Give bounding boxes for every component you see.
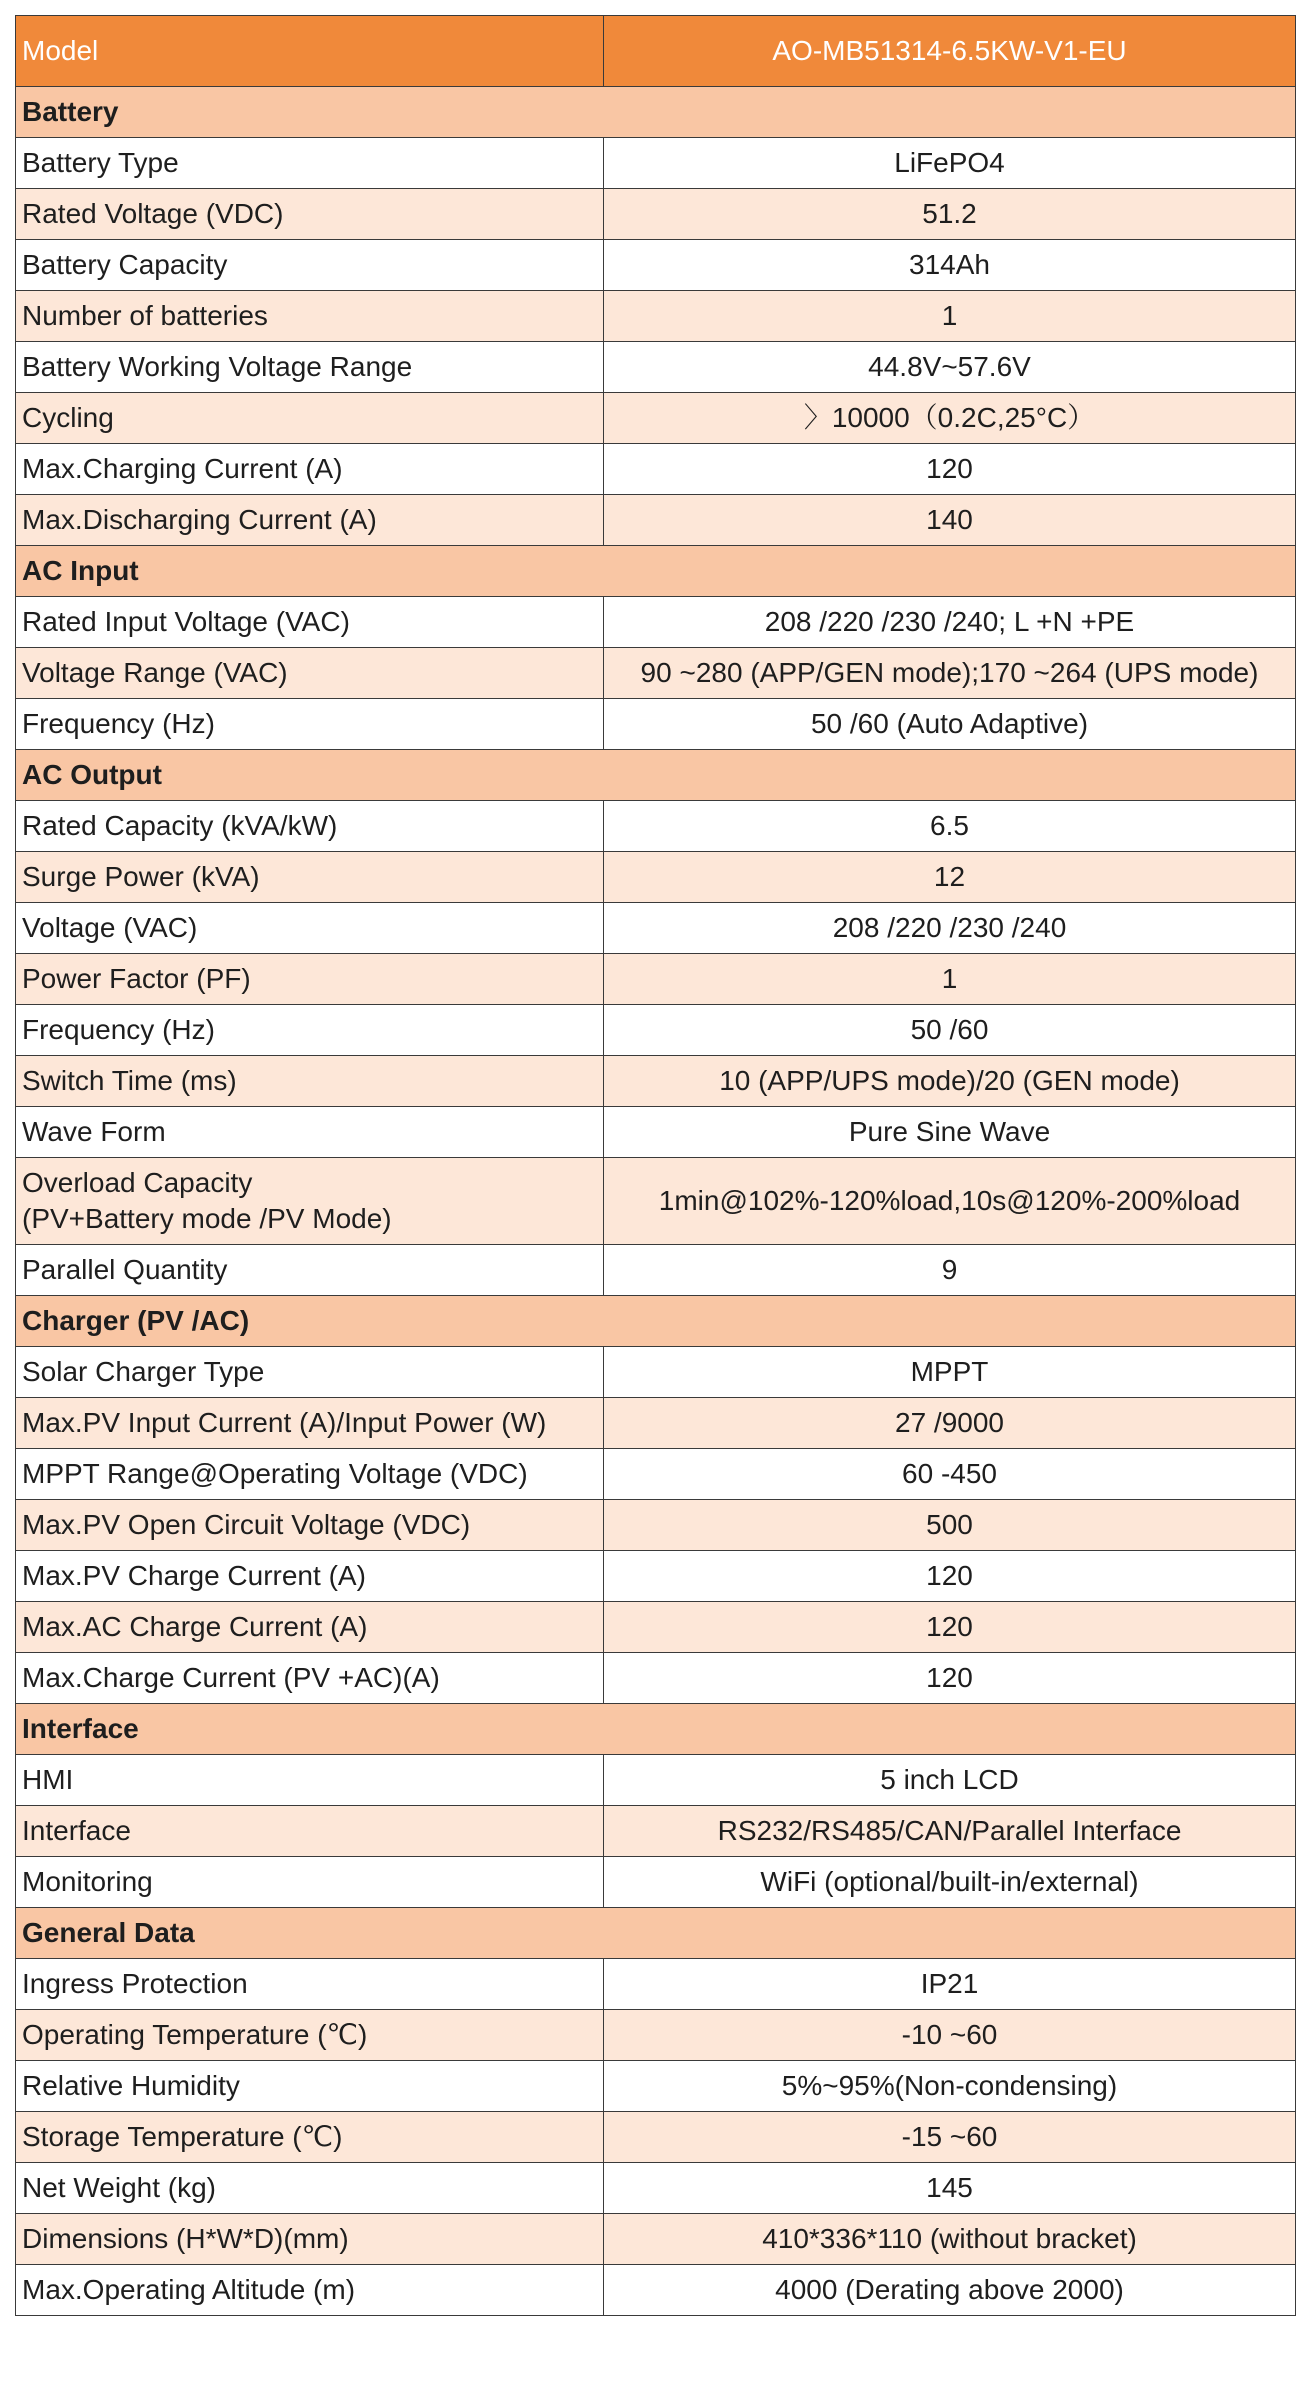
spec-label-text: Frequency (Hz): [22, 1014, 215, 1045]
spec-value: 〉10000（0.2C,25°C）: [604, 393, 1296, 444]
spec-label-text: Max.PV Charge Current (A): [22, 1560, 366, 1591]
spec-label-text: Max.Charging Current (A): [22, 453, 343, 484]
spec-value: 1min@102%-120%load,10s@120%-200%load: [604, 1158, 1296, 1245]
spec-row: [16, 138, 1296, 189]
spec-label: [16, 2163, 604, 2214]
spec-value: 12: [604, 852, 1296, 903]
spec-label-text: Wave Form: [22, 1116, 166, 1147]
section-header-row: [16, 1296, 1296, 1347]
spec-label: [16, 2010, 604, 2061]
spec-label-text: Number of batteries: [22, 300, 268, 331]
spec-value: 9: [604, 1245, 1296, 1296]
spec-value: 500: [604, 1500, 1296, 1551]
spec-row: [16, 2265, 1296, 2316]
spec-value: 140: [604, 495, 1296, 546]
spec-row: [16, 291, 1296, 342]
spec-label-text: Voltage (VAC): [22, 912, 198, 943]
spec-row: [16, 1347, 1296, 1398]
spec-row: [16, 801, 1296, 852]
spec-label-text: Rated Input Voltage (VAC): [22, 606, 350, 637]
spec-label-text: HMI: [22, 1764, 74, 1795]
spec-label: [16, 1806, 604, 1857]
spec-value: -10 ~60: [604, 2010, 1296, 2061]
spec-value: 314Ah: [604, 240, 1296, 291]
spec-label: [16, 444, 604, 495]
spec-row: [16, 1056, 1296, 1107]
spec-row: [16, 2061, 1296, 2112]
spec-value: 208 /220 /230 /240: [604, 903, 1296, 954]
spec-label: [16, 699, 604, 750]
spec-label: [16, 495, 604, 546]
model-label: Model: [16, 16, 604, 87]
spec-label: [16, 1398, 604, 1449]
spec-value: 27 /9000: [604, 1398, 1296, 1449]
spec-row: [16, 2163, 1296, 2214]
spec-label: [16, 2265, 604, 2316]
spec-value: Pure Sine Wave: [604, 1107, 1296, 1158]
spec-label-text: Relative Humidity: [22, 2070, 240, 2101]
spec-label-text: Net Weight (kg): [22, 2172, 216, 2203]
spec-label: [16, 240, 604, 291]
spec-value: 145: [604, 2163, 1296, 2214]
spec-label: [16, 1158, 604, 1245]
spec-label: [16, 393, 604, 444]
spec-row: [16, 1158, 1296, 1245]
spec-value: 6.5: [604, 801, 1296, 852]
spec-label: [16, 801, 604, 852]
spec-row: [16, 444, 1296, 495]
spec-label-text: Switch Time (ms): [22, 1065, 237, 1096]
spec-label-text: Operating Temperature (℃): [22, 2019, 368, 2050]
spec-value: 4000 (Derating above 2000): [604, 2265, 1296, 2316]
spec-label-text: Rated Capacity (kVA/kW): [22, 810, 338, 841]
spec-value: RS232/RS485/CAN/Parallel Interface: [604, 1806, 1296, 1857]
spec-row: [16, 495, 1296, 546]
spec-value: IP21: [604, 1959, 1296, 2010]
spec-label-text: Max.Discharging Current (A): [22, 504, 377, 535]
section-title: Interface: [16, 1704, 1296, 1755]
section-title: General Data: [16, 1908, 1296, 1959]
model-header-row: [16, 16, 1296, 87]
spec-label: [16, 138, 604, 189]
section-header-row: [16, 1704, 1296, 1755]
section-header-row: [16, 750, 1296, 801]
spec-label: [16, 189, 604, 240]
spec-label: [16, 1602, 604, 1653]
spec-label-text: MPPT Range@Operating Voltage (VDC): [22, 1458, 528, 1489]
spec-value: 208 /220 /230 /240; L +N +PE: [604, 597, 1296, 648]
spec-value: 50 /60: [604, 1005, 1296, 1056]
spec-row: [16, 2010, 1296, 2061]
spec-value: 120: [604, 1602, 1296, 1653]
spec-label: [16, 1959, 604, 2010]
spec-label: [16, 1449, 604, 1500]
spec-value: 10 (APP/UPS mode)/20 (GEN mode): [604, 1056, 1296, 1107]
spec-label-text: Voltage Range (VAC): [22, 657, 288, 688]
spec-row: [16, 1107, 1296, 1158]
spec-row: [16, 189, 1296, 240]
spec-label-text: Max.Operating Altitude (m): [22, 2274, 356, 2305]
spec-row: [16, 1857, 1296, 1908]
section-title: AC Input: [16, 546, 1296, 597]
spec-value: 44.8V~57.6V: [604, 342, 1296, 393]
spec-value: MPPT: [604, 1347, 1296, 1398]
spec-value: 60 -450: [604, 1449, 1296, 1500]
spec-label-subtext: (PV+Battery mode /PV Mode): [22, 1203, 392, 1234]
spec-label: [16, 1551, 604, 1602]
spec-value: 51.2: [604, 189, 1296, 240]
spec-label-text: Power Factor (PF): [22, 963, 251, 994]
spec-label: [16, 2214, 604, 2265]
spec-label: [16, 852, 604, 903]
spec-value: WiFi (optional/built-in/external): [604, 1857, 1296, 1908]
spec-label: [16, 2112, 604, 2163]
spec-table: [15, 15, 1296, 2316]
spec-label: [16, 1005, 604, 1056]
spec-row: [16, 393, 1296, 444]
spec-label-text: Battery Capacity: [22, 249, 228, 280]
spec-row: [16, 903, 1296, 954]
spec-row: [16, 1755, 1296, 1806]
spec-label-text: Surge Power (kVA): [22, 861, 260, 892]
spec-row: [16, 1449, 1296, 1500]
section-header-row: [16, 87, 1296, 138]
spec-label-text: Overload Capacity: [22, 1167, 253, 1198]
spec-row: [16, 1551, 1296, 1602]
spec-label: [16, 903, 604, 954]
section-header-row: [16, 1908, 1296, 1959]
spec-row: [16, 1500, 1296, 1551]
spec-row: [16, 1653, 1296, 1704]
spec-row: [16, 1806, 1296, 1857]
spec-label-text: Storage Temperature (℃): [22, 2121, 343, 2152]
spec-value: 120: [604, 1653, 1296, 1704]
spec-row: [16, 1959, 1296, 2010]
spec-label: [16, 2061, 604, 2112]
spec-label: [16, 1857, 604, 1908]
spec-label-text: Solar Charger Type: [22, 1356, 265, 1387]
section-title: Battery: [16, 87, 1296, 138]
spec-label-text: Max.PV Input Current (A)/Input Power (W): [22, 1407, 547, 1438]
spec-label: [16, 1755, 604, 1806]
spec-label: [16, 954, 604, 1005]
section-title: Charger (PV /AC): [16, 1296, 1296, 1347]
spec-value: -15 ~60: [604, 2112, 1296, 2163]
spec-value: 1: [604, 954, 1296, 1005]
spec-label: [16, 1500, 604, 1551]
spec-value: 50 /60 (Auto Adaptive): [604, 699, 1296, 750]
spec-label: [16, 1056, 604, 1107]
spec-value: 90 ~280 (APP/GEN mode);170 ~264 (UPS mode): [604, 648, 1296, 699]
section-title: AC Output: [16, 750, 1296, 801]
spec-label: [16, 291, 604, 342]
spec-row: [16, 648, 1296, 699]
spec-row: [16, 597, 1296, 648]
spec-row: [16, 2214, 1296, 2265]
spec-row: [16, 699, 1296, 750]
spec-label-text: Max.AC Charge Current (A): [22, 1611, 368, 1642]
spec-row: [16, 1005, 1296, 1056]
spec-label: [16, 342, 604, 393]
spec-label-text: Ingress Protection: [22, 1968, 248, 1999]
spec-label-text: Max.PV Open Circuit Voltage (VDC): [22, 1509, 471, 1540]
spec-value: 5%~95%(Non-condensing): [604, 2061, 1296, 2112]
spec-label-text: Cycling: [22, 402, 114, 433]
spec-row: [16, 1245, 1296, 1296]
spec-row: [16, 954, 1296, 1005]
spec-value: 1: [604, 291, 1296, 342]
spec-label: [16, 597, 604, 648]
spec-row: [16, 1398, 1296, 1449]
spec-row: [16, 240, 1296, 291]
spec-label: [16, 1347, 604, 1398]
spec-label-text: Frequency (Hz): [22, 708, 215, 739]
spec-row: [16, 342, 1296, 393]
spec-value: LiFePO4: [604, 138, 1296, 189]
spec-label-text: Interface: [22, 1815, 131, 1846]
spec-row: [16, 1602, 1296, 1653]
spec-label-text: Parallel Quantity: [22, 1254, 228, 1285]
section-header-row: [16, 546, 1296, 597]
spec-label-text: Battery Type: [22, 147, 179, 178]
model-value: AO-MB51314-6.5KW-V1-EU: [604, 16, 1296, 87]
spec-label: [16, 648, 604, 699]
spec-row: [16, 2112, 1296, 2163]
spec-label: [16, 1653, 604, 1704]
spec-label-text: Dimensions (H*W*D)(mm): [22, 2223, 349, 2254]
spec-label: [16, 1107, 604, 1158]
spec-label-text: Monitoring: [22, 1866, 153, 1897]
spec-value: 120: [604, 444, 1296, 495]
spec-value: 120: [604, 1551, 1296, 1602]
spec-label-text: Max.Charge Current (PV +AC)(A): [22, 1662, 440, 1693]
spec-label: [16, 1245, 604, 1296]
spec-value: 410*336*110 (without bracket): [604, 2214, 1296, 2265]
spec-row: [16, 852, 1296, 903]
spec-value: 5 inch LCD: [604, 1755, 1296, 1806]
spec-label-text: Rated Voltage (VDC): [22, 198, 284, 229]
spec-label-text: Battery Working Voltage Range: [22, 351, 413, 382]
